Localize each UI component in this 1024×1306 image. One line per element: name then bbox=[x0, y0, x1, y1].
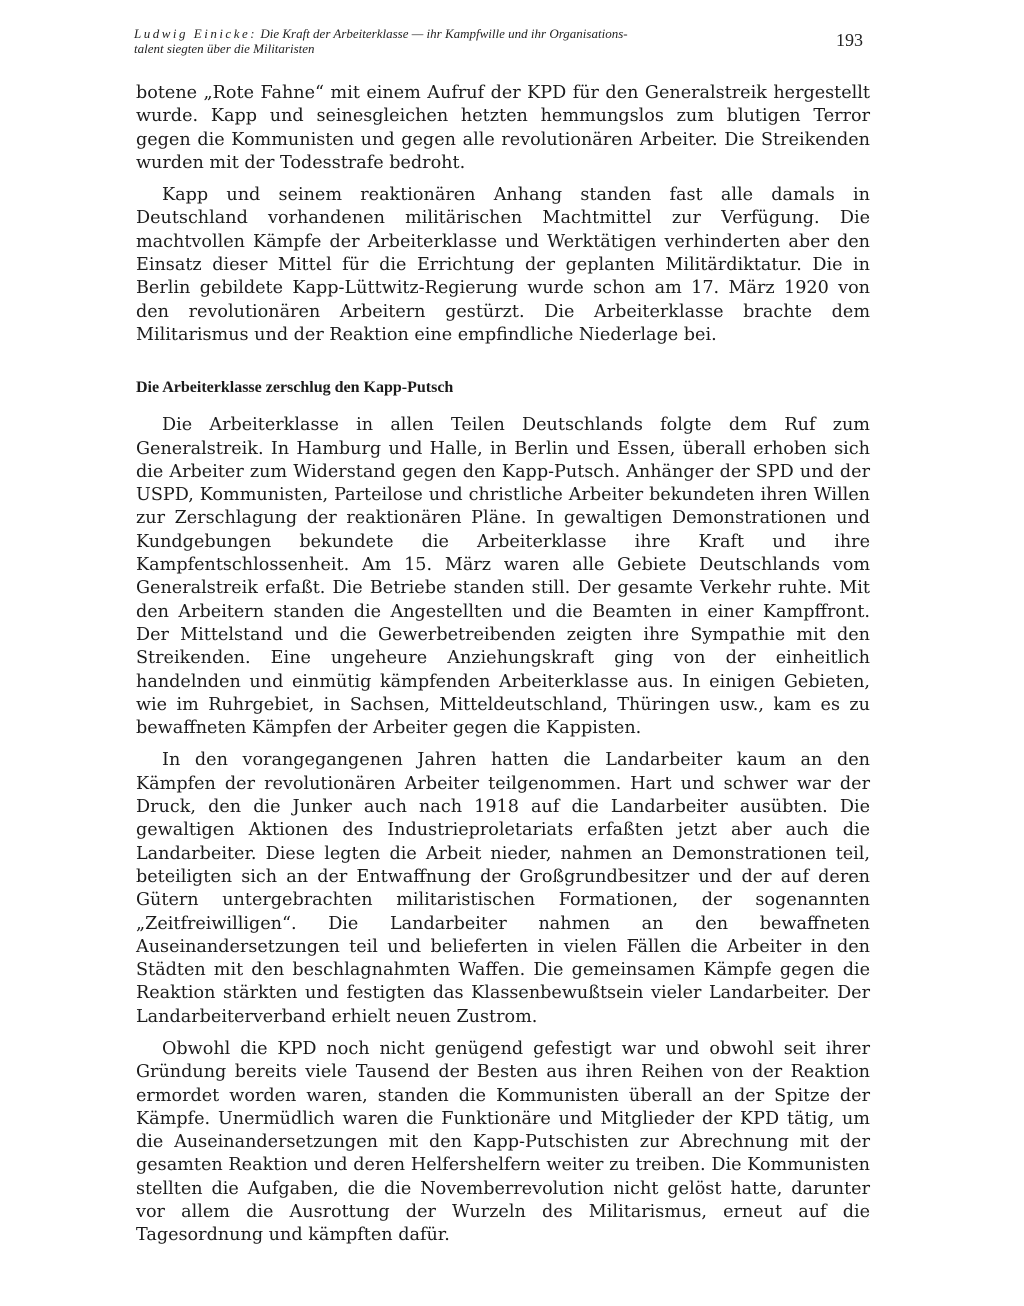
paragraph: Die Arbeiterklasse in allen Teilen Deutschlands folgte dem Ruf zum Generalstreik. In Hamburg und Halle, in Berlin und Essen, überall erhoben sich die Arbeiter zum Widerstand gegen den Kapp-Putsch. Anhänger der SPD und der USPD, Kommunisten, Parteilose und christliche Arbeiter bekundeten ihren Willen zur Zerschlagung der reaktionären Pläne. In gewaltigen Demonstrationen und Kundgebungen bekundete die Arbeiterklasse ihre Kraft und ihre Kampfentschlossenheit. Am 15. März waren alle Gebiete Deutschlands vom Generalstreik erfaßt. Die Betriebe standen still. Der gesamte Verkehr ruhte. Mit den Arbeitern standen die Angestellten und die Beamten in einer Kampffront. Der Mittelstand und die Gewerbetreibenden zeigten ihre Sympathie mit den Streikenden. Eine ungeheure Anziehungskraft ging von der einheitlich handelnden und einmütig kämpfenden Arbeiterklasse aus. In einigen Gebieten, wie im Ruhrgebiet, in Sachsen, Mitteldeutschland, Thüringen usw., kam es zu bewaffneten Kämpfen der Arbeiter gegen die Kappisten. bbox=[136, 415, 870, 739]
body-text bbox=[136, 82, 870, 1248]
page-number: 193 bbox=[836, 30, 863, 50]
paragraph: In den vorangegangenen Jahren hatten die Landarbeiter kaum an den Kämpfen der revolutionären Arbeiter teilgenommen. Hart und schwer war der Druck, den die Junker auch nach 1918 auf die Landarbeiter ausübten. Die gewaltigen Aktionen des Industrieproletariats erfaßten jetzt aber auch die Landarbeiter. Diese legten die Arbeit nieder, nahmen an Demonstrationen teil, beteiligten sich an der Entwaffnung der Großgrundbesitzer und der auf deren Gütern untergebrachten militaristischen Formationen, der sogenannten „Zeitfreiwilligen“. Die Landarbeiter nahmen an den bewaffneten Auseinandersetzungen teil und belieferten in vielen Fällen die Arbeiter in den Städten mit den beschlagnahmten Waffen. Die gemeinsamen Kämpfe gegen die Reaktion stärkten und festigten das Klassenbewußtsein vieler Landarbeiter. Der Landarbeiterverband erhielt neuen Zustrom. bbox=[136, 750, 870, 1027]
paragraph: Obwohl die KPD noch nicht genügend gefestigt war und obwohl seit ihrer Gründung bereits viele Tausend der Besten aus ihren Reihen von der Reaktion ermordet worden waren, standen die Kommunisten überall an der Spitze der Kämpfe. Unermüdlich waren die Funktionäre und Mitglieder der KPD tätig, um die Auseinandersetzungen mit den Kapp-Putschisten zur Abrechnung mit der gesamten Reaktion und deren Helfershelfern weiter zu treiben. Die Kommunisten stellten die Aufgaben, die die Novemberrevolution nicht gelöst hatte, darunter vor allem die Ausrottung der Wurzeln des Militarismus, erneut auf die Tagesordnung und kämpften dafür. bbox=[136, 1038, 870, 1246]
header-author: Ludwig Einicke: bbox=[134, 26, 258, 41]
running-header bbox=[134, 26, 754, 56]
section-heading: Die Arbeiterklasse zerschlug den Kapp-Putsch bbox=[136, 379, 454, 397]
paragraph: Kapp und seinem reaktionären Anhang standen fast alle damals in Deutschland vorhandenen militärischen Machtmittel zur Verfügung. Die machtvollen Kämpfe der Arbeiterklasse und Werktätigen verhinderten aber den Einsatz dieser Mittel für die Errichtung der geplanten Militärdiktatur. Die in Berlin gebildete Kapp-Lüttwitz-Regierung wurde schon am 17. März 1920 von den revolutionären Arbeitern gestürzt. Die Arbeiterklasse brachte dem Militarismus und der Reaktion eine empfindliche Niederlage bei. bbox=[136, 185, 870, 345]
running-header-line-1 bbox=[134, 26, 754, 41]
paragraph-continued: botene „Rote Fahne“ mit einem Aufruf der KPD für den Generalstreik hergestellt wurde. Kapp und seinesgleichen hetzten hemmungslos zum blutigen Terror gegen die Kommunisten und gegen alle revolutionären Arbeiter. Die Streikenden wurden mit der Todesstrafe bedroht. bbox=[136, 83, 870, 173]
header-title-line-2: talent siegten über die Militaristen bbox=[134, 41, 315, 56]
header-title-line-1: Die Kraft der Arbeiterklasse — ihr Kampfwille und ihr Organisations- bbox=[260, 26, 628, 41]
